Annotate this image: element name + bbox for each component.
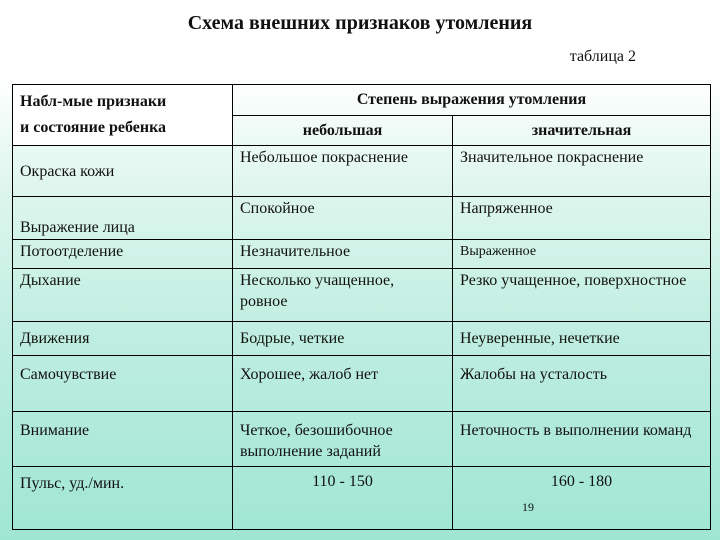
sign-cell: Окраска кожи: [13, 146, 233, 197]
large-degree-cell: Выраженное: [453, 240, 711, 269]
small-degree-cell: Небольшое покраснение: [233, 146, 453, 197]
sign-cell: Потоотделение: [13, 240, 233, 269]
large-degree-cell: 160 - 180: [453, 466, 711, 529]
table-row: [13, 356, 711, 411]
table-label: таблица 2: [569, 48, 636, 65]
table-row: [13, 466, 711, 529]
table-row: [13, 240, 711, 269]
sign-cell: Самочувствие: [13, 356, 233, 411]
sign-cell: Пульс, уд./мин.: [13, 466, 233, 529]
large-degree-cell: Жалобы на усталость: [453, 356, 711, 411]
small-degree-cell: Четкое, безошибочное выполнение заданий: [233, 411, 453, 466]
header-signs-line1: Набл-мые признаки: [20, 93, 167, 111]
header-signs-line2: и состояние ребенка: [20, 119, 167, 137]
table-row: [13, 321, 711, 356]
large-degree-cell: Резко учащенное, поверхностное: [453, 268, 711, 321]
sign-cell: Выражение лица: [13, 197, 233, 240]
header-large-degree: значительная: [453, 115, 711, 146]
small-degree-cell: Незначительное: [233, 240, 453, 269]
large-degree-cell: Напряженное: [453, 197, 711, 240]
small-degree-cell: Бодрые, четкие: [233, 321, 453, 356]
page-number: 19: [522, 500, 534, 514]
sign-cell: Внимание: [13, 411, 233, 466]
large-degree-cell: Значительное покраснение: [453, 146, 711, 197]
table-row: [13, 197, 711, 240]
table-row: [13, 268, 711, 321]
large-degree-cell: Неуверенные, нечеткие: [453, 321, 711, 356]
small-degree-cell: Спокойное: [233, 197, 453, 240]
small-degree-cell: 110 - 150: [233, 466, 453, 529]
table-row: [13, 146, 711, 197]
header-signs-cell: [13, 85, 233, 146]
header-row-1: [13, 85, 711, 116]
small-degree-cell: Хорошее, жалоб нет: [233, 356, 453, 411]
small-degree-cell: Несколько учащенное, ровное: [233, 268, 453, 321]
sign-cell: Движения: [13, 321, 233, 356]
large-degree-cell: Неточность в выполнении команд: [453, 411, 711, 466]
fatigue-signs-table: [12, 84, 711, 530]
header-small-degree: небольшая: [233, 115, 453, 146]
sign-cell: Дыхание: [13, 268, 233, 321]
table-row: [13, 411, 711, 466]
page-title: Схема внешних признаков утомления: [187, 12, 533, 34]
header-degree-group: Степень выражения утомления: [233, 85, 711, 116]
